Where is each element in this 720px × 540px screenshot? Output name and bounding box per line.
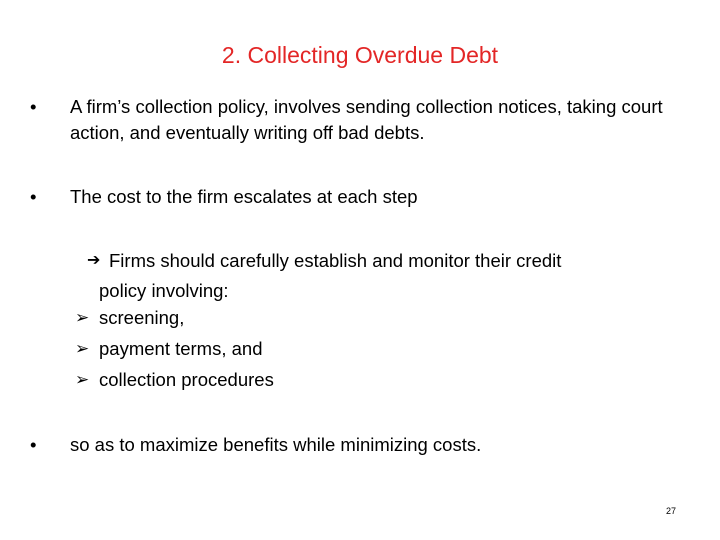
page-number: 27 xyxy=(665,506,676,516)
arrowhead-bullet-icon: ➢ xyxy=(75,370,90,389)
slide-title: 2. Collecting Overdue Debt xyxy=(221,42,499,68)
arrowhead-bullet-icon: ➢ xyxy=(75,339,90,358)
bullet-text: The cost to the firm escalates at each step xyxy=(70,186,418,207)
bullet-marker: • xyxy=(30,96,37,117)
arrow-point-line-2: policy involving: xyxy=(99,280,229,301)
bullet-text: so as to maximize benefits while minimizing costs. xyxy=(70,434,482,455)
bullet-marker: • xyxy=(30,434,37,455)
bullet-collection-policy xyxy=(30,94,690,146)
bullet-cost-escalation xyxy=(30,184,690,210)
arrow-point-line-1: Firms should carefully establish and monitor their credit xyxy=(109,250,562,271)
arrow-point xyxy=(87,246,687,306)
arrow-right-icon: ➔ xyxy=(87,252,101,269)
sub-item-text: screening, xyxy=(99,307,185,328)
sub-item-collection-procedures xyxy=(75,366,274,394)
sub-item-text: payment terms, and xyxy=(99,338,263,359)
sub-item-payment-terms xyxy=(75,335,263,363)
bullet-marker: • xyxy=(30,186,37,207)
sub-item-text: collection procedures xyxy=(99,369,274,390)
arrowhead-bullet-icon: ➢ xyxy=(75,308,90,327)
bullet-maximize-benefits xyxy=(30,432,690,458)
sub-item-screening xyxy=(75,304,184,332)
bullet-text: A firm’s collection policy, involves sending collection notices, taking court action, and eventually writing off bad debts. xyxy=(70,96,663,143)
